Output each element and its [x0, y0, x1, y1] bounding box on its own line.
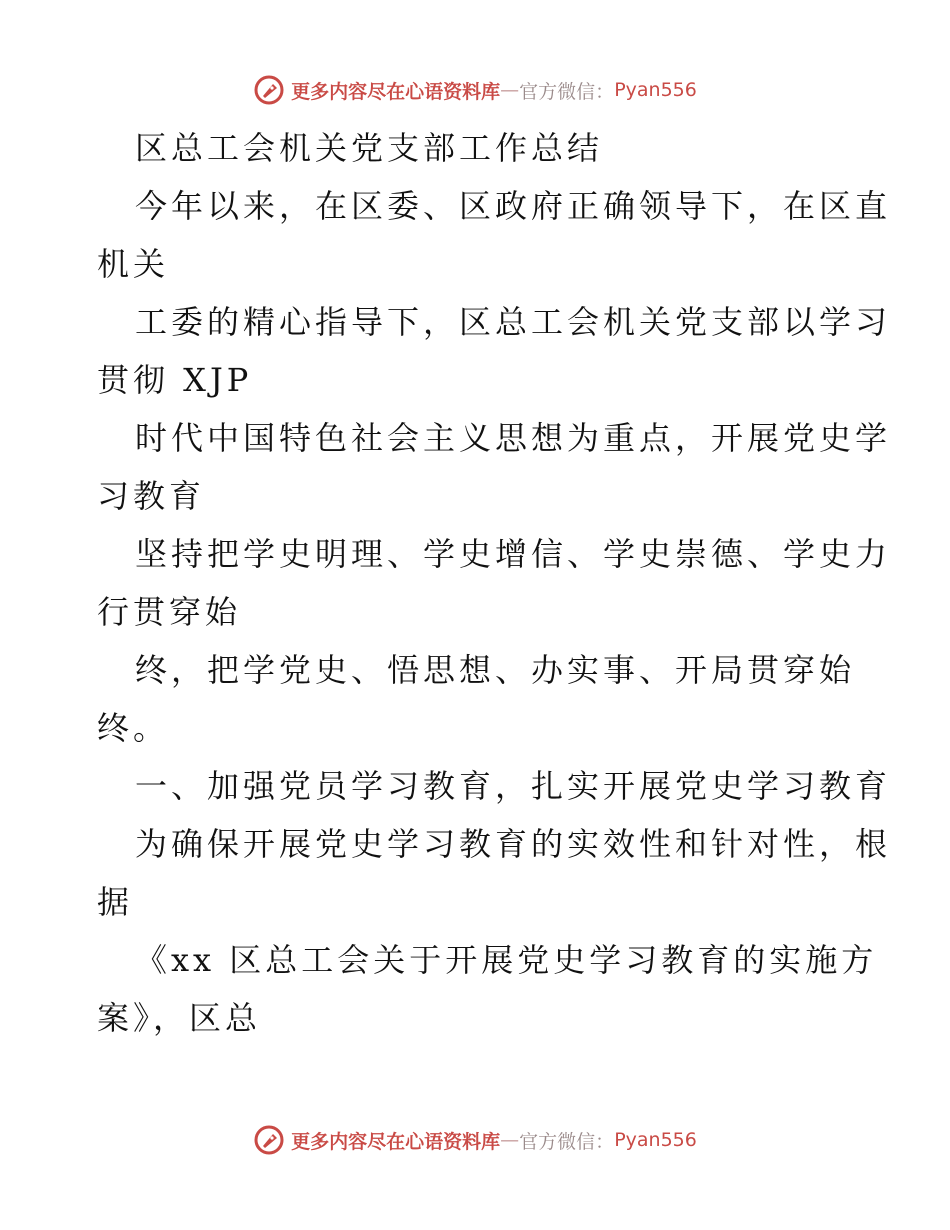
paragraph-line: 机关	[97, 245, 170, 283]
watermark-wechat-id: Pyan556	[614, 79, 697, 101]
watermark-label: 官方微信：	[519, 80, 615, 103]
paragraph-line: 据	[97, 883, 134, 921]
pen-nib-logo-icon	[253, 1124, 285, 1156]
paragraph-line: 习教育	[97, 477, 206, 515]
paragraph-line: 行贯穿始	[97, 593, 242, 631]
paragraph-line: 终，把学党史、悟思想、办实事、开局贯穿始	[135, 651, 856, 689]
paragraph-line: 终。	[97, 709, 170, 747]
paragraph-line: 为确保开展党史学习教育的实效性和针对性，根	[135, 825, 892, 863]
watermark-separator: —	[500, 1129, 520, 1151]
watermark-footer	[0, 1120, 950, 1160]
paragraph-line: 工委的精心指导下，区总工会机关党支部以学习	[135, 303, 892, 341]
document-title: 区总工会机关党支部工作总结	[135, 129, 604, 167]
watermark-label: 官方微信：	[519, 1130, 615, 1153]
watermark-main-text: 更多内容尽在心语资料库	[291, 80, 501, 103]
section-heading: 一、加强党员学习教育，扎实开展党史学习教育	[135, 767, 892, 805]
paragraph-line: 《xx 区总工会关于开展党史学习教育的实施方	[135, 941, 878, 979]
watermark-header	[0, 70, 950, 110]
watermark-wechat-id: Pyan556	[614, 1129, 697, 1151]
paragraph-line: 今年以来，在区委、区政府正确领导下，在区直	[135, 187, 892, 225]
paragraph-line: 坚持把学史明理、学史增信、学史崇德、学史力	[135, 535, 892, 573]
document-body	[97, 125, 892, 1053]
watermark-separator: —	[500, 79, 520, 101]
paragraph-line: 贯彻 XJP	[97, 361, 253, 399]
paragraph-line: 时代中国特色社会主义思想为重点，开展党史学	[135, 419, 892, 457]
watermark-main-text: 更多内容尽在心语资料库	[291, 1130, 501, 1153]
pen-nib-logo-icon	[253, 74, 285, 106]
paragraph-line: 案》，区总	[97, 999, 262, 1037]
